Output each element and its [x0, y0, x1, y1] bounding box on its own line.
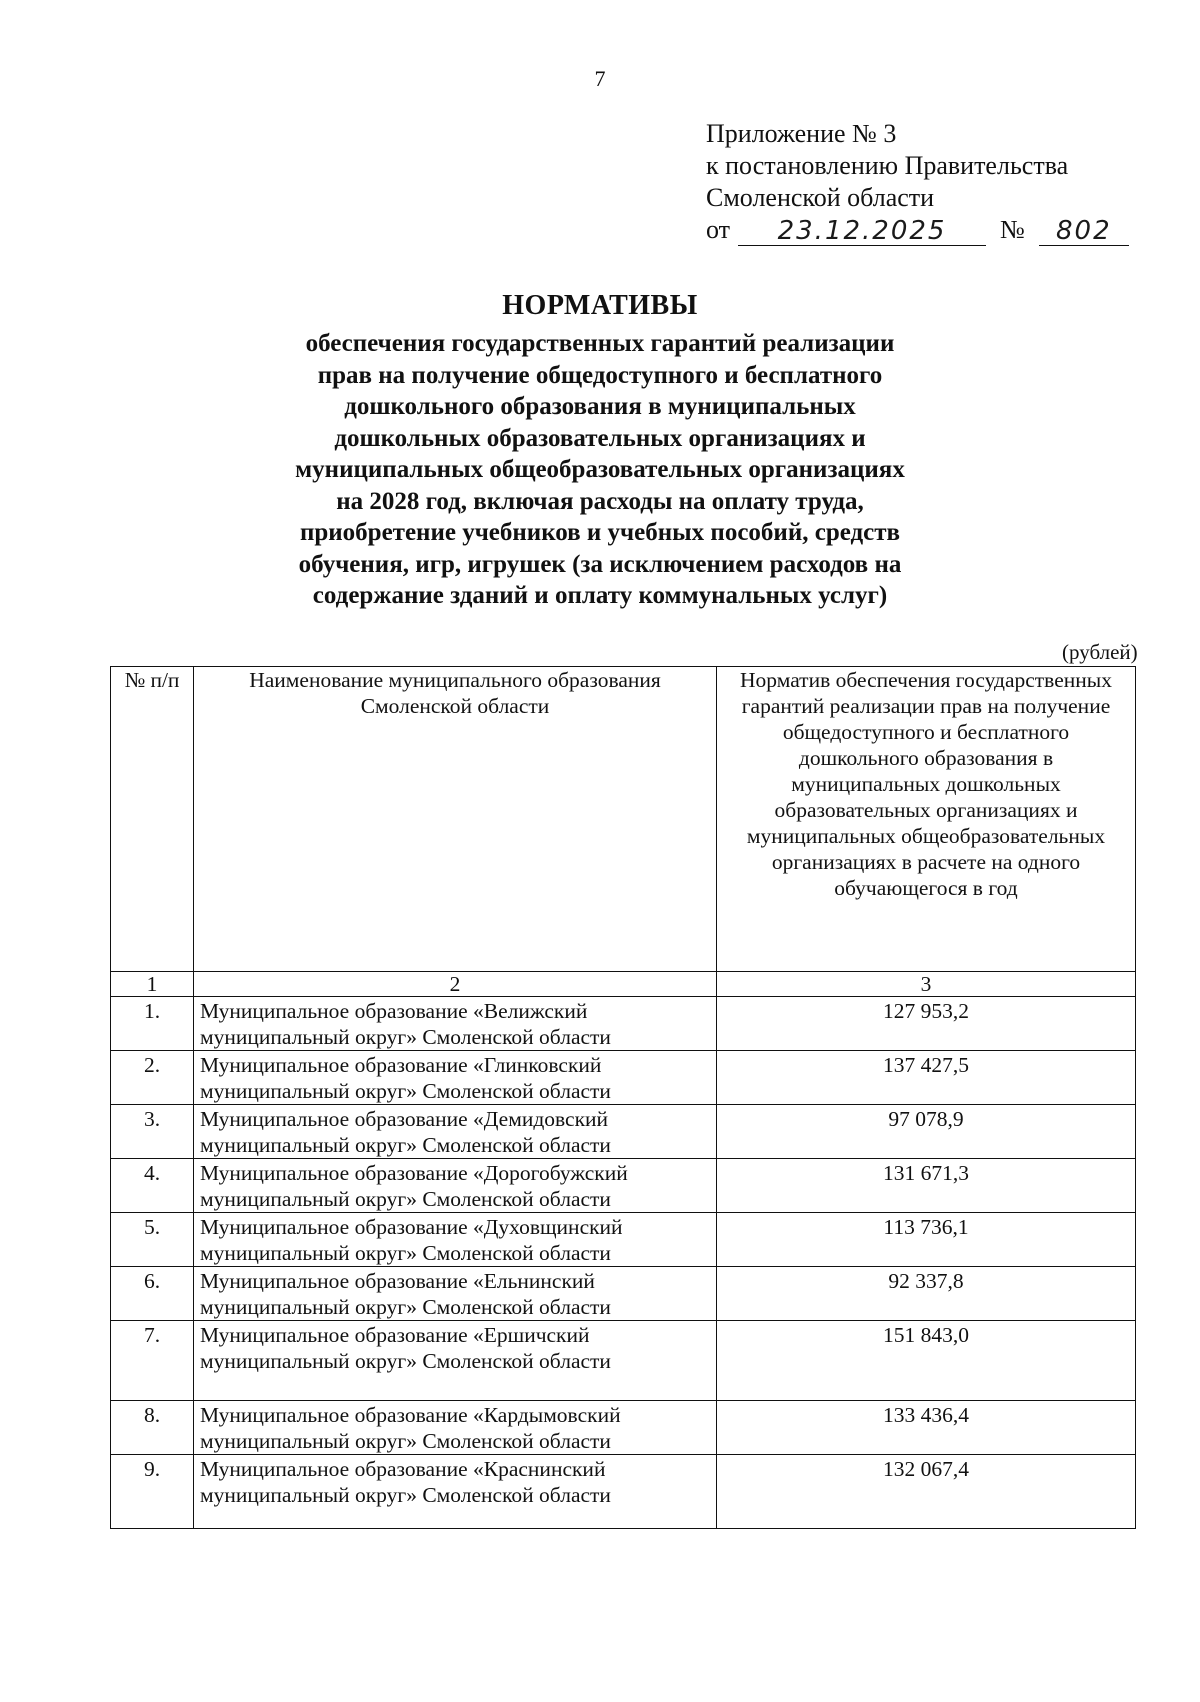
- row-number: 6.: [111, 1267, 194, 1321]
- row-municipality: Муниципальное образование «Ельнинский муниципальный округ» Смоленской области: [194, 1267, 717, 1321]
- row-municipality: Муниципальное образование «Велижский муниципальный округ» Смоленской области: [194, 997, 717, 1051]
- subtitle-line: дошкольных образовательных организациях и: [334, 424, 866, 452]
- index-cell: 2: [194, 972, 717, 997]
- table-row: [111, 1213, 1136, 1267]
- row-number: 7.: [111, 1321, 194, 1401]
- from-label: от: [706, 215, 731, 244]
- row-norm-value: 113 736,1: [717, 1213, 1136, 1267]
- row-number: 8.: [111, 1401, 194, 1455]
- row-municipality: Муниципальное образование «Кардымовский муниципальный округ» Смоленской области: [194, 1401, 717, 1455]
- row-norm-value: 137 427,5: [717, 1051, 1136, 1105]
- subtitle-line: обеспечения государственных гарантий реализации: [305, 330, 895, 357]
- subtitle-line: прав на получение общедоступного и бесплатного: [317, 361, 883, 389]
- table-row: [111, 1159, 1136, 1213]
- subtitle-line: приобретение учебников и учебных пособий, средств: [299, 519, 901, 546]
- row-norm-value: 151 843,0: [717, 1321, 1136, 1401]
- row-norm-value: 127 953,2: [717, 997, 1136, 1051]
- number-label: №: [1000, 215, 1025, 244]
- table-row: [111, 1401, 1136, 1455]
- row-municipality: Муниципальное образование «Ершичский муниципальный округ» Смоленской области: [194, 1321, 717, 1401]
- subtitle-line: содержание зданий и оплату коммунальных услуг): [312, 582, 888, 609]
- index-cell: 3: [717, 972, 1136, 997]
- table-row: [111, 1455, 1136, 1529]
- row-norm-value: 97 078,9: [717, 1105, 1136, 1159]
- subtitle-line: дошкольного образования в муниципальных: [344, 393, 856, 420]
- table-header-row: [111, 667, 1136, 972]
- row-number: 4.: [111, 1159, 194, 1213]
- appendix-block: [706, 118, 1129, 246]
- row-municipality: Муниципальное образование «Дорогобужский муниципальный округ» Смоленской области: [194, 1159, 717, 1213]
- row-norm-value: 92 337,8: [717, 1267, 1136, 1321]
- norms-table: [110, 666, 1136, 1529]
- table-index-row: [111, 972, 1136, 997]
- row-municipality: Муниципальное образование «Демидовский муниципальный округ» Смоленской области: [194, 1105, 717, 1159]
- subtitle-line: обучения, игр, игрушек (за исключением расходов на: [298, 550, 902, 578]
- table-row: [111, 1321, 1136, 1401]
- appendix-region: Смоленской области: [706, 183, 935, 212]
- row-municipality: Муниципальное образование «Краснинский муниципальный округ» Смоленской области: [194, 1455, 717, 1529]
- appendix-date-number-row: [706, 214, 1129, 246]
- row-number: 5.: [111, 1213, 194, 1267]
- document-title-block: [0, 288, 1200, 612]
- document-title: НОРМАТИВЫ: [502, 290, 698, 321]
- handwritten-number: 802: [1039, 217, 1129, 246]
- document-subtitle: [220, 328, 980, 612]
- table-row: [111, 1051, 1136, 1105]
- index-cell: 1: [111, 972, 194, 997]
- page-number: 7: [594, 66, 606, 91]
- row-norm-value: 133 436,4: [717, 1401, 1136, 1455]
- units-label: (рублей): [1062, 640, 1138, 664]
- subtitle-line: на 2028 год, включая расходы на оплату труда,: [336, 487, 864, 515]
- row-number: 3.: [111, 1105, 194, 1159]
- handwritten-date: 23.12.2025: [738, 217, 986, 246]
- table-row: [111, 997, 1136, 1051]
- header-municipality: Наименование муниципального образования Смоленской области: [194, 667, 717, 972]
- row-number: 9.: [111, 1455, 194, 1529]
- table-row: [111, 1105, 1136, 1159]
- header-norm: Норматив обеспечения государственных гарантий реализации прав на получение общедоступного и бесплатного дошкольного образования в муниципальных дошкольных образовательных организациях и муниципальных общеобразовательных организациях в расчете на одного обучающегося в год: [717, 667, 1136, 972]
- row-number: 1.: [111, 997, 194, 1051]
- subtitle-line: муниципальных общеобразовательных организациях: [295, 456, 905, 483]
- row-norm-value: 131 671,3: [717, 1159, 1136, 1213]
- appendix-reference: к постановлению Правительства: [706, 151, 1069, 180]
- appendix-title: Приложение № 3: [706, 119, 897, 148]
- row-municipality: Муниципальное образование «Глинковский муниципальный округ» Смоленской области: [194, 1051, 717, 1105]
- row-norm-value: 132 067,4: [717, 1455, 1136, 1529]
- header-number: № п/п: [111, 667, 194, 972]
- row-municipality: Муниципальное образование «Духовщинский муниципальный округ» Смоленской области: [194, 1213, 717, 1267]
- table-row: [111, 1267, 1136, 1321]
- row-number: 2.: [111, 1051, 194, 1105]
